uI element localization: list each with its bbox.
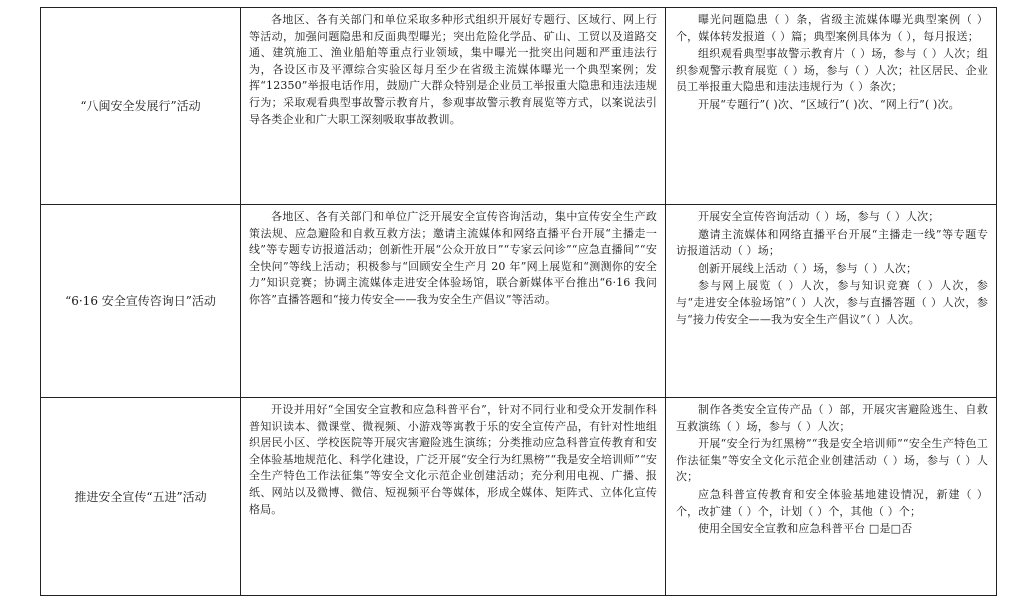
table-row [41, 398, 997, 596]
indicator-line: 组织观看典型事故警示教育片（ ）场，参与（ ）人次；组织参观警示教育展览（ ）场，参与（ ）人次；社区居民、企业员工举报重大隐患和违法违规行为（ ）条次； [676, 47, 988, 94]
activity-name-cell: 推进安全宣传“五进”活动 [41, 398, 241, 596]
activity-measures-cell: 各地区、各有关部门和单位广泛开展安全宣传咨询活动，集中宣传安全生产政策法规、应急避险和自救互救方法；邀请主流媒体和网络直播平台开展“主播走一线”等专题专访报道活动；创新性开展“公众开放日”“专家云问诊”“应急直播间”“安全快问”等线上活动；积极参与“回顾安全生产月 20 年”网上展览和“测测你的安全力”知识竞赛；协调主流媒体走进安全体验场馆，联合新媒体平台推出“6·16 我问你答”直播答题和“接力传安全——我为安全生产倡议”等活动。 [241, 205, 666, 398]
indicator-line: 制作各类安全宣传产品（ ）部，开展灾害避险逃生、自救互救演练（ ）场，参与（ ）人次； [676, 403, 988, 433]
indicator-line: 邀请主流媒体和网络直播平台开展“主播走一线”等专题专访报道活动（ ）场； [676, 227, 988, 258]
indicator-line: 使用全国安全宣教和应急科普平台 □是□否 [698, 522, 913, 536]
indicator-line: 参与网上展览（ ）人次，参与知识竞赛（ ）人次，参与“走进安全体验场馆”（ ）人次，参与直播答题（ ）人次，参与“接力传安全——我为安全生产倡议”（ ）人次。 [676, 279, 988, 326]
indicator-line: 创新开展线上活动（ ）场，参与（ ）人次； [698, 261, 918, 275]
indicator-line: 开展安全宣传咨询活动（ ）场，参与（ ）人次； [698, 210, 940, 223]
activity-table [40, 7, 997, 596]
activity-indicators-cell [666, 398, 997, 596]
indicator-line: 开展“专题行”( )次、“区域行”( )次、“网上行”( )次。 [698, 97, 960, 111]
indicator-line: 应急科普宣传教育和安全体验基地建设情况，新建（ ）个，改扩建（ ）个，计划（ ）个，其他（ ）个； [676, 487, 988, 518]
activity-measures-cell: 各地区、各有关部门和单位采取多种形式组织开展好专题行、区域行、网上行等活动，加强问题隐患和反面典型曝光；突出危险化学品、矿山、工贸以及道路交通、建筑施工、渔业船舶等重点行业领域，集中曝光一批突出问题和严重违法行为，各设区市及平潭综合实验区每月至少在省级主流媒体曝光一个典型案例；发挥“12350”举报电话作用，鼓励广大群众特别是企业员工举报重大隐患和违法违规行为；采取观看典型事故警示教育片，参观事故警示教育展览等方式，以案说法引导各类企业和广大职工深刻吸取事故教训。 [241, 8, 666, 205]
activity-indicators-cell [666, 205, 997, 398]
indicator-line: 开展“安全行为红黑榜”“我是安全培训师”“安全生产特色工作法征集”等安全文化示范企业创建活动（ ）场，参与（ ）人次； [676, 437, 988, 484]
activity-table-page [40, 7, 996, 595]
table-row [41, 205, 997, 398]
table-row [41, 8, 997, 205]
activity-indicators-cell [666, 8, 997, 205]
activity-name-cell: “八闽安全发展行”活动 [41, 8, 241, 205]
activity-measures-cell: 开设并用好“全国安全宣教和应急科普平台”，针对不同行业和受众开发制作科普知识读本、微课堂、微视频、小游戏等寓教于乐的安全宣传产品，有针对性地组织居民小区、学校医院等开展灾害避险逃生演练；分类推动应急科普宣传教育和安全体验基地规范化、科学化建设，广泛开展“安全行为红黑榜”“我是安全培训师”“安全生产特色工作法征集”等安全文化示范企业创建活动；充分利用电视、广播、报纸、网站以及微博、微信、短视频平台等媒体，形成全媒体、矩阵式、立体化宣传格局。 [241, 398, 666, 596]
indicator-line: 曝光问题隐患（ ）条，省级主流媒体曝光典型案例（ ）个，媒体转发报道（ ）篇；典型案例具体为（ ），每月报送； [676, 13, 988, 43]
activity-name-cell: “6·16 安全宣传咨询日”活动 [41, 205, 241, 398]
